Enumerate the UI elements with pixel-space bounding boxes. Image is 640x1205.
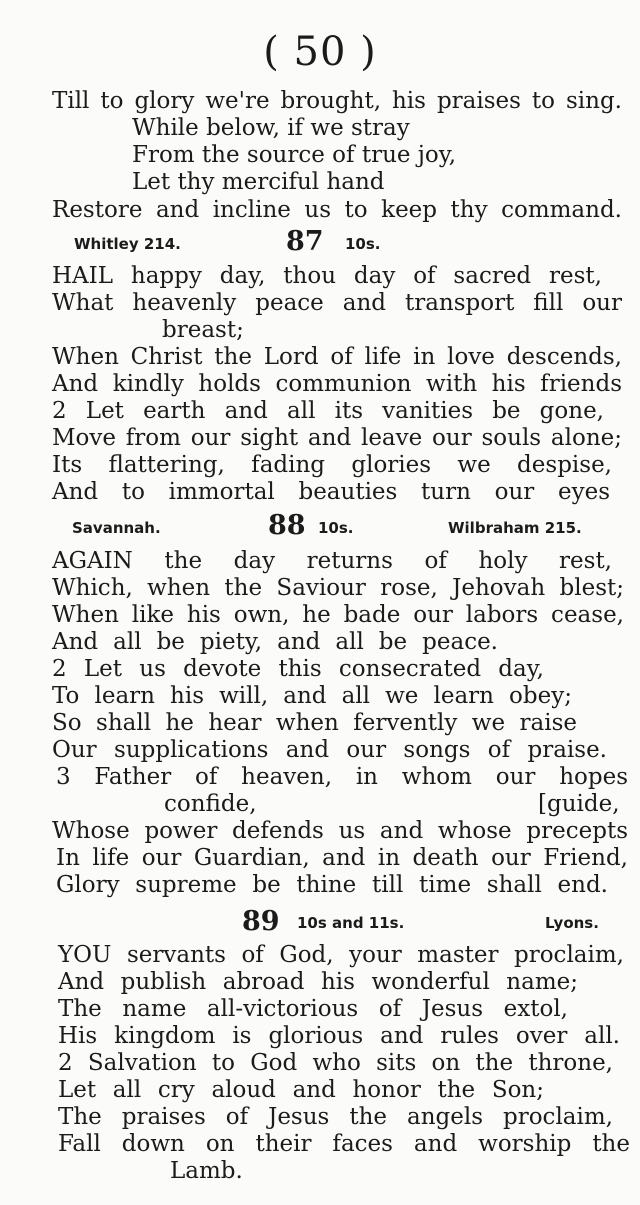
verse-line: Our supplications and our songs of praise. — [52, 737, 607, 763]
hymn-number: 87 — [286, 226, 324, 257]
verse-line: The name all-victorious of Jesus extol, — [58, 996, 568, 1022]
verse-line: And publish abroad his wonderful name; — [58, 969, 578, 995]
verse-line: And to immortal beauties turn our eyes — [52, 479, 610, 505]
verse-line: His kingdom is glorious and rules over all. — [58, 1023, 620, 1049]
verse-line-overflow: [guide, — [538, 791, 620, 817]
hymn-number: 88 — [268, 510, 306, 541]
tune-name: Savannah. — [72, 519, 161, 537]
verse-line: Lamb. — [170, 1158, 243, 1184]
verse-line: confide, — [164, 791, 257, 817]
verse-line: Its flattering, fading glories we despise, — [52, 452, 612, 478]
verse-line: So shall he hear when fervently we raise — [52, 710, 577, 736]
tune-name: Lyons. — [545, 914, 599, 932]
verse-line: Which, when the Saviour rose, Jehovah blest; — [52, 575, 624, 601]
verse-line: Till to glory we're brought, his praises to sing. — [52, 88, 622, 114]
tune-name: Wilbraham 215. — [448, 519, 582, 537]
verse-line: 2 Salvation to God who sits on the throne, — [58, 1050, 613, 1076]
verse-line: YOU servants of God, your master proclaim, — [58, 942, 624, 968]
verse-line: 2 Let earth and all its vanities be gone, — [52, 398, 604, 424]
meter: 10s. — [345, 235, 381, 253]
verse-line: When like his own, he bade our labors cease, — [52, 602, 624, 628]
meter: 10s and 11s. — [297, 914, 405, 932]
verse-line: Move from our sight and leave our souls alone; — [52, 425, 622, 451]
verse-line: When Christ the Lord of life in love descends, — [52, 344, 622, 370]
hymn-number: 89 — [242, 906, 280, 937]
verse-line: The praises of Jesus the angels proclaim, — [58, 1104, 613, 1130]
verse-line: From the source of true joy, — [132, 142, 457, 168]
tune-name: Whitley 214. — [74, 235, 181, 253]
verse-line: 3 Father of heaven, in whom our hopes — [56, 764, 628, 790]
verse-line: And kindly holds communion with his friends — [52, 371, 622, 397]
verse-line: AGAIN the day returns of holy rest, — [52, 548, 612, 574]
verse-line: Glory supreme be thine till time shall end. — [56, 872, 608, 898]
verse-line: Fall down on their faces and worship the — [58, 1131, 630, 1157]
verse-line: Let thy merciful hand — [132, 169, 385, 195]
page-number: ( 50 ) — [263, 29, 377, 75]
verse-line: HAIL happy day, thou day of sacred rest, — [52, 263, 602, 289]
verse-line: Whose power defends us and whose precepts — [52, 818, 628, 844]
verse-line: In life our Guardian, and in death our Friend, — [56, 845, 628, 871]
verse-line: 2 Let us devote this consecrated day, — [52, 656, 544, 682]
verse-line: What heavenly peace and transport fill our — [52, 290, 622, 316]
verse-line: Restore and incline us to keep thy command. — [52, 197, 622, 223]
verse-line: Let all cry aloud and honor the Son; — [58, 1077, 544, 1103]
meter: 10s. — [318, 519, 354, 537]
verse-line: To learn his will, and all we learn obey; — [52, 683, 572, 709]
verse-line: And all be piety, and all be peace. — [52, 629, 498, 655]
verse-line: breast; — [162, 317, 244, 343]
verse-line: While below, if we stray — [132, 115, 410, 141]
